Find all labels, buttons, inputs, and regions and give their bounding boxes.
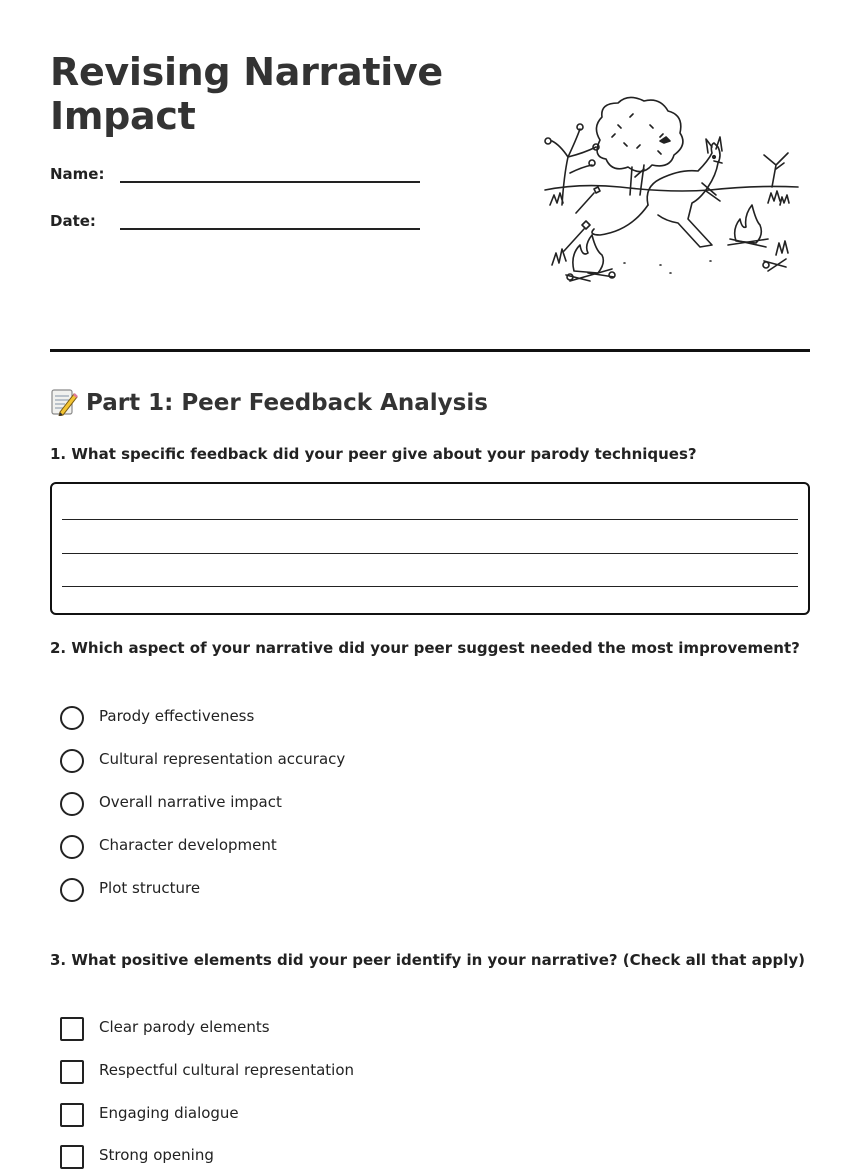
radio-button[interactable] bbox=[60, 835, 84, 859]
section-divider bbox=[50, 349, 810, 352]
checkbox[interactable] bbox=[60, 1103, 84, 1127]
checkbox-label: Engaging dialogue bbox=[99, 1104, 239, 1122]
kangaroo-illustration bbox=[540, 95, 802, 290]
checkbox[interactable] bbox=[60, 1060, 84, 1084]
radio-label: Parody effectiveness bbox=[99, 707, 255, 725]
date-label: Date: bbox=[50, 212, 96, 230]
checkbox[interactable] bbox=[60, 1145, 84, 1169]
title-line-1: Revising Narrative bbox=[50, 50, 443, 94]
radio-button[interactable] bbox=[60, 706, 84, 730]
question-2: 2. Which aspect of your narrative did your peer suggest needed the most improvement? bbox=[50, 639, 800, 657]
answer-line bbox=[62, 519, 798, 520]
checkbox[interactable] bbox=[60, 1017, 84, 1041]
date-field[interactable] bbox=[50, 212, 420, 242]
name-line[interactable] bbox=[120, 181, 420, 183]
name-field[interactable] bbox=[50, 165, 420, 195]
answer-box-q1[interactable] bbox=[50, 482, 810, 615]
date-line[interactable] bbox=[120, 228, 420, 230]
answer-line bbox=[62, 586, 798, 587]
radio-label: Overall narrative impact bbox=[99, 793, 282, 811]
name-label: Name: bbox=[50, 165, 105, 183]
part1-heading bbox=[50, 386, 488, 416]
question-3: 3. What positive elements did your peer identify in your narrative? (Check all that apply) bbox=[50, 951, 805, 969]
part1-heading-text: Part 1: Peer Feedback Analysis bbox=[86, 390, 488, 416]
title-line-2: Impact bbox=[50, 94, 196, 138]
worksheet-title bbox=[50, 50, 470, 138]
answer-line bbox=[62, 553, 798, 554]
radio-button[interactable] bbox=[60, 792, 84, 816]
radio-label: Plot structure bbox=[99, 879, 201, 897]
checkbox-label: Strong opening bbox=[99, 1146, 214, 1164]
radio-button[interactable] bbox=[60, 749, 84, 773]
checkbox-label: Respectful cultural representation bbox=[99, 1061, 355, 1079]
question-1: 1. What specific feedback did your peer give about your parody techniques? bbox=[50, 445, 697, 463]
memo-pencil-icon bbox=[50, 386, 78, 416]
radio-label: Cultural representation accuracy bbox=[99, 750, 346, 768]
checkbox-label: Clear parody elements bbox=[99, 1018, 270, 1036]
radio-button[interactable] bbox=[60, 878, 84, 902]
radio-label: Character development bbox=[99, 836, 277, 854]
